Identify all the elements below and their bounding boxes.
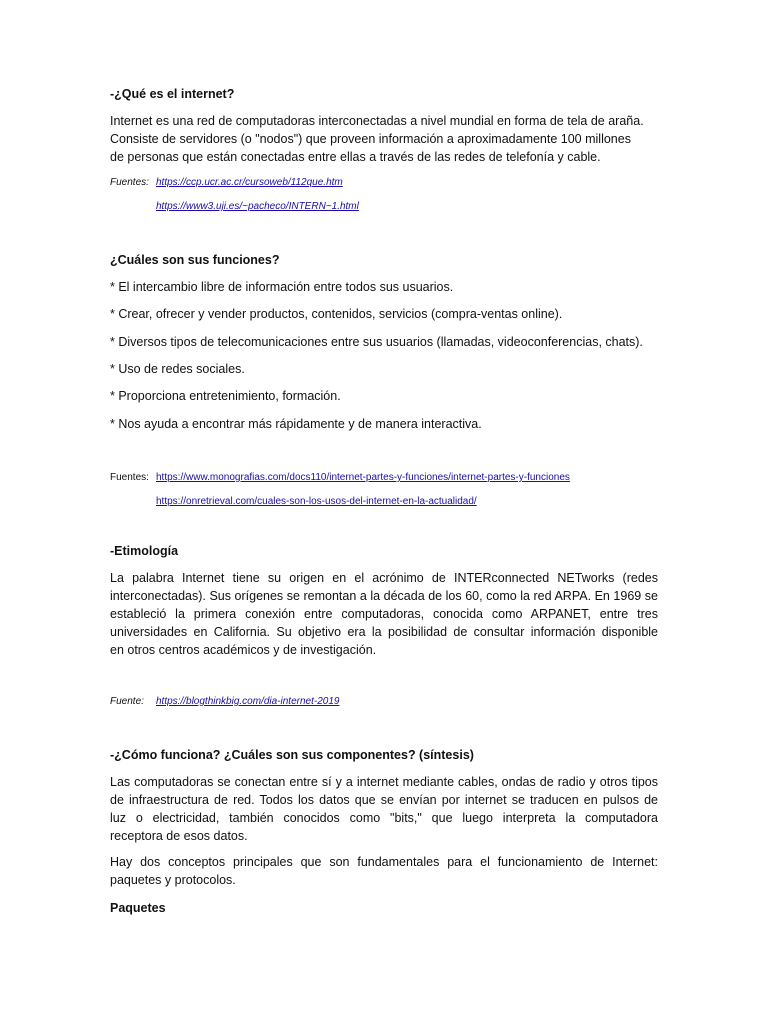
list-item: * Crear, ofrecer y vender productos, contenidos, servicios (compra-ventas online). <box>110 307 563 321</box>
list-item: * Diversos tipos de telecomunicaciones entre sus usuarios (llamadas, videoconferencias, chats). <box>110 335 643 349</box>
sources-label: Fuentes: <box>110 177 149 188</box>
source-row <box>110 471 658 484</box>
source-label: Fuente: <box>110 696 144 707</box>
text-line: Internet es una red de computadoras interconectadas a nivel mundial en forma de tela de araña. <box>110 114 644 128</box>
text-line: en otros centros académicos y de investigación. <box>110 643 377 657</box>
section-heading-etimologia: -Etimología <box>110 544 179 558</box>
source-row <box>110 495 658 508</box>
text-line: Hay dos conceptos principales que son fundamentales para el funcionamiento de Internet: <box>110 855 658 869</box>
list-item: * Uso de redes sociales. <box>110 362 245 376</box>
paragraph-etimologia <box>110 569 658 659</box>
section-heading-funciones: ¿Cuáles son sus funciones? <box>110 253 280 267</box>
section-heading-que-es: -¿Qué es el internet? <box>110 87 235 101</box>
source-row <box>110 176 658 189</box>
list-item: * Proporciona entretenimiento, formación. <box>110 389 341 403</box>
list-item: * Nos ayuda a encontrar más rápidamente y de manera interactiva. <box>110 417 482 431</box>
source-link[interactable]: https://blogthinkbig.com/dia-internet-2019 <box>156 696 340 707</box>
list-item: * El intercambio libre de información entre todos sus usuarios. <box>110 280 454 294</box>
text-line: de personas que están conectadas entre ellas a través de las redes de telefonía y cable. <box>110 150 601 164</box>
section-heading-como-funciona: -¿Cómo funciona? ¿Cuáles son sus componentes? (síntesis) <box>110 748 474 762</box>
source-link[interactable]: https://www3.uji.es/~pacheco/INTERN~1.html <box>156 201 359 212</box>
text-line: interconectadas). Sus orígenes se remontan a la década de los 60, como la red ARPA. En 1969 se <box>110 589 658 603</box>
paragraph-definicion <box>110 112 658 166</box>
paragraph-como-funciona <box>110 773 658 845</box>
source-link[interactable]: https://onretrieval.com/cuales-son-los-usos-del-internet-en-la-actualidad/ <box>156 496 477 507</box>
text-line: universidades en California. Su objetivo era la posibilidad de consultar información disponible <box>110 625 658 639</box>
text-line: receptora de esos datos. <box>110 829 248 843</box>
text-line: estableció la primera conexión entre computadoras, conocida como ARPANET, entre tres <box>110 607 658 621</box>
source-row <box>110 200 658 213</box>
subheading-paquetes: Paquetes <box>110 901 166 915</box>
source-link[interactable]: https://www.monografias.com/docs110/internet-partes-y-funciones/internet-partes-y-funciones <box>156 472 570 483</box>
text-line: Consiste de servidores (o "nodos") que proveen información a aproximadamente 100 millones <box>110 132 631 146</box>
text-line: de infraestructura de red. Todos los datos que se envían por internet se traducen en pulsos de <box>110 793 658 807</box>
text-line: La palabra Internet tiene su origen en el acrónimo de INTERconnected NETworks (redes <box>110 571 658 585</box>
paragraph-conceptos <box>110 853 658 889</box>
sources-label: Fuentes: <box>110 472 149 483</box>
text-line: paquetes y protocolos. <box>110 873 236 887</box>
source-link[interactable]: https://ccp.ucr.ac.cr/cursoweb/112que.htm <box>156 177 343 188</box>
text-line: luz o electricidad, también conocidos como "bits," que luego interpreta la computadora <box>110 811 658 825</box>
text-line: Las computadoras se conectan entre sí y a internet mediante cables, ondas de radio y otros tipos <box>110 775 658 789</box>
source-row <box>110 695 658 708</box>
